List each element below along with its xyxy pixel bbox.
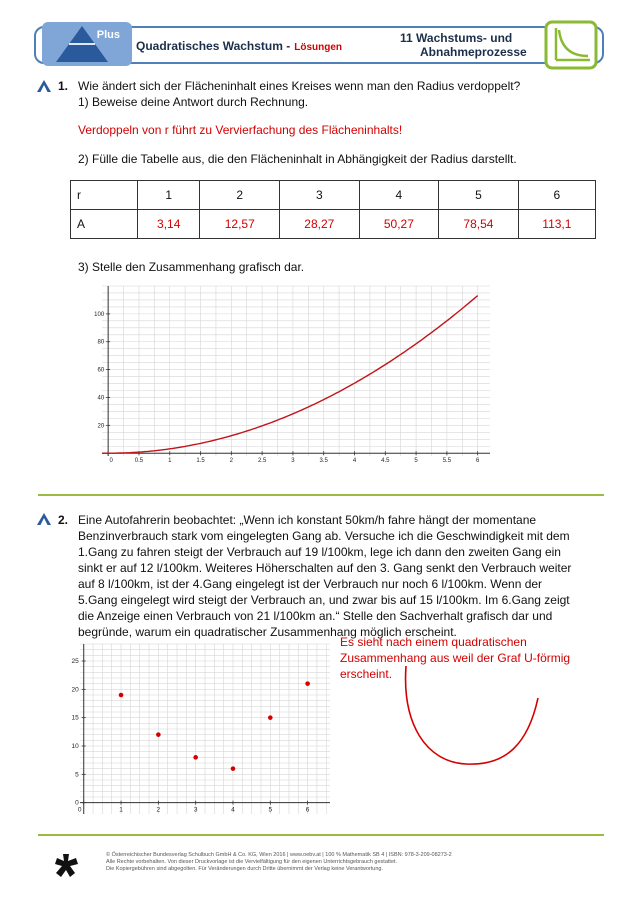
table-cell: 50,27	[359, 210, 439, 239]
table-cell: 5	[439, 181, 519, 210]
x-tick-label: 2.5	[257, 458, 267, 465]
y-tick-label: 80	[97, 339, 105, 346]
series-line	[102, 296, 478, 454]
task2-line: Benzinverbrauch stark vom eingelegten Gang ab. Versuche ich die Geschwindigkeit mit dem	[78, 529, 570, 543]
answer-line: Zusammenhang aus weil der Graf U-förmig	[340, 651, 571, 665]
table-cell: 12,57	[200, 210, 280, 239]
chapter-line-2: Abnahmeprozesse	[420, 45, 527, 59]
row-label-r: r	[71, 181, 138, 210]
table-cell: 28,27	[280, 210, 360, 239]
task2-text	[78, 512, 603, 640]
y-tick-label: 60	[97, 367, 105, 374]
graph-icon	[544, 20, 598, 70]
answer-line: Es sieht nach einem quadratischen	[340, 635, 527, 649]
y-tick-label: 25	[71, 658, 79, 665]
table-cell: 78,54	[439, 210, 519, 239]
y-tick-label: 20	[71, 686, 79, 694]
table-cell: 113,1	[518, 210, 595, 239]
x-tick-label: 3	[193, 806, 198, 814]
x-tick-label: 4.5	[381, 458, 390, 465]
table-cell: 1	[138, 181, 200, 210]
data-point	[119, 693, 124, 698]
table-cell: 4	[359, 181, 439, 210]
difficulty-icon	[37, 513, 51, 525]
task2-line: auf 8 l/100km, ist der 4.Gang eingelegt ist der Verbrauch nur noch 6 l/100km. Wenn der	[78, 577, 543, 591]
table-cell: 3	[280, 181, 360, 210]
chapter-line-1: 11 Wachstums- und	[400, 31, 513, 45]
task1-part1: 1) Beweise deine Antwort durch Rechnung.	[78, 95, 309, 109]
x-tick-label: 1	[119, 806, 123, 814]
section-divider	[38, 834, 604, 836]
task2-line: die Anzeige einen Verbrauch von 21 l/100km an.“ Stelle den Sachverhalt grafisch dar und	[78, 609, 553, 623]
area-chart	[94, 280, 498, 480]
task1-part2: 2) Fülle die Tabelle aus, die den Flächeninhalt in Abhängigkeit der Radius darstellt.	[78, 152, 517, 166]
area-table	[70, 180, 596, 239]
x-tick-label: 4	[231, 806, 235, 814]
x-tick-label: 0.5	[134, 458, 144, 465]
data-point	[231, 766, 236, 771]
task2-line: sinkt er auf 12 l/100km. Weiteres Höherschalten auf den 3. Gang senkt den Verbrauch weiter	[78, 561, 572, 575]
row-label-a: A	[71, 210, 138, 239]
data-point	[305, 681, 310, 686]
task1-part3: 3) Stelle den Zusammenhang grafisch dar.	[78, 260, 305, 274]
data-point	[268, 715, 273, 720]
task1-number: 1.	[58, 79, 69, 93]
difficulty-icon	[37, 80, 51, 92]
x-tick-label: 6	[305, 806, 310, 814]
page-title	[136, 39, 342, 53]
y-tick-label: 20	[97, 423, 105, 430]
y-tick-label: 100	[94, 311, 105, 318]
answer-line: erscheint.	[340, 667, 393, 681]
task2-number: 2.	[58, 513, 69, 527]
x-tick-label: 1	[168, 458, 172, 465]
footer-line: Die Kopiergebühren sind abgegolten. Für Veränderungen durch Dritte übernimmt der Verlag keine Verantwortung.	[106, 866, 384, 872]
x-tick-label: 2	[156, 806, 161, 814]
y-tick-label: 15	[71, 714, 79, 722]
y-tick-label: 10	[71, 743, 79, 750]
task2-line: begründe, warum ein quadratischer Zusammenhang möglich erscheint.	[78, 625, 457, 639]
title-text: Quadratisches Wachstum -	[136, 39, 291, 53]
x-tick-label: 6	[476, 458, 480, 465]
table-row-radius	[71, 181, 596, 210]
chapter-title	[400, 31, 530, 59]
solutions-label: Lösungen	[294, 42, 343, 53]
y-tick-label: 0	[75, 799, 79, 807]
footer-text	[106, 852, 566, 873]
x-tick-label: 0	[109, 458, 113, 465]
data-point	[193, 755, 198, 760]
publisher-logo	[54, 852, 80, 880]
plus-logo	[42, 22, 132, 66]
x-tick-label: 5	[268, 806, 273, 814]
task1-answer1: Verdoppeln von r führt zu Vervierfachung des Flächeninhalts!	[78, 123, 403, 137]
x-tick-label: 5.5	[442, 458, 452, 465]
logo-text: Plus	[96, 29, 120, 41]
table-cell: 6	[518, 181, 595, 210]
x-tick-label: 1.5	[196, 458, 205, 465]
y-tick-label: 5	[75, 771, 79, 779]
footer-line: © Österreichischer Bundesverlag Schulbuch GmbH & Co. KG, Wien 2016 | www.oebv.at | 100 % Mathematik SB 4 | ISBN: 978-3-209-08273-2	[106, 852, 452, 858]
table-row-area	[71, 210, 596, 239]
x-tick-label: 3	[291, 458, 295, 465]
consumption-chart	[58, 638, 334, 830]
task1-question: Wie ändert sich der Flächeninhalt eines Kreises wenn man den Radius verdoppelt?	[78, 79, 521, 93]
x-tick-label: 0	[77, 806, 82, 814]
task2-line: 5.Gang eingelegt wird steigt der Verbrauch an, und zwar bis auf 15 l/100km. Im 6.Gang zeigt	[78, 593, 570, 607]
x-tick-label: 3.5	[319, 458, 328, 465]
section-divider	[38, 494, 604, 496]
task2-line: Eine Autofahrerin beobachtet: „Wenn ich konstant 50km/h fahre hängt der momentane	[78, 513, 537, 527]
x-tick-label: 5	[414, 458, 418, 465]
footer-line: Alle Rechte vorbehalten. Von dieser Druckvorlage ist die Vervielfältigung für den eigenen Unterrichtsgebrauch gestattet.	[106, 859, 398, 865]
task2-line: 1.Gang zu fahren steigt der Verbrauch auf 19 l/100km, lege ich dann den zweiten Gang ein	[78, 545, 561, 559]
data-point	[156, 732, 161, 737]
table-cell: 2	[200, 181, 280, 210]
table-cell: 3,14	[138, 210, 200, 239]
x-tick-label: 2	[229, 458, 234, 465]
x-tick-label: 4	[352, 458, 357, 465]
y-tick-label: 40	[97, 395, 105, 402]
u-shape-sketch	[396, 664, 546, 774]
